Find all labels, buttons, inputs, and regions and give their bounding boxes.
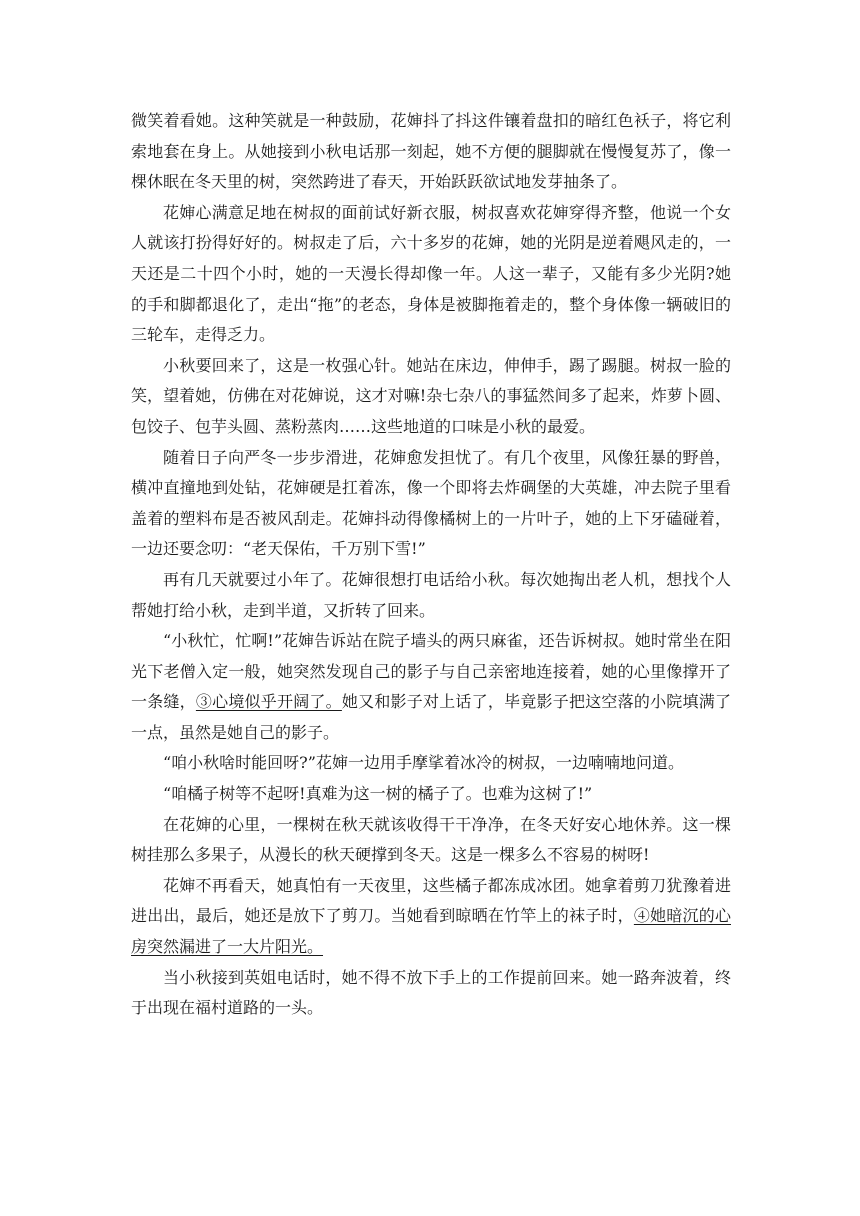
paragraph-7: “咱小秋啥时能回呀?”花婶一边用手摩挲着冰冷的树叔，一边喃喃地问道。 bbox=[163, 753, 684, 773]
underlined-sentence-4: ④她暗沉的心房突然漏进了一大片阳光。 bbox=[131, 906, 731, 957]
paragraph-1: 微笑着看她。这种笑就是一种鼓励，花婶抖了抖这件镶着盘扣的暗红色袄子，将它利索地套在身上。从她接到小秋电话那一刻起，她不方便的腿脚就在慢慢复苏了，像一棵休眠在冬天里的树，突然跨进了春天，开始跃跃欲试地发芽抽条了。 bbox=[131, 111, 731, 192]
paragraph-3: 小秋要回来了，这是一枚强心针。她站在床边，伸伸手，踢了踢腿。树叔一脸的笑，望着她，仿佛在对花婶说，这才对嘛!杂七杂八的事猛然间多了起来，炸萝卜圆、包饺子、包芋头圆、蒸粉蒸肉……这些地道的口味是小秋的最爱。 bbox=[131, 355, 731, 436]
paragraph-6 bbox=[131, 626, 731, 748]
paragraph-6-after: 她又和影子对上话了，毕竟影子把这空落的小院填满了一点，虽然是她自己的影子。 bbox=[131, 692, 731, 742]
underlined-sentence-3: ③心境似乎开阔了。 bbox=[195, 692, 342, 712]
paragraph-11: 当小秋接到英姐电话时，她不得不放下手上的工作提前回来。她一路奔波着，终于出现在福村道路的一头。 bbox=[131, 967, 731, 1018]
paragraph-8: “咱橘子树等不起呀!真难为这一树的橘子了。也难为这树了!” bbox=[163, 784, 593, 804]
article-body bbox=[131, 106, 731, 1024]
paragraph-10-before: 花婶不再看天，她真怕有一天夜里，这些橘子都冻成冰团。她拿着剪刀犹豫着进进出出，最后，她还是放下了剪刀。当她看到晾晒在竹竿上的袜子时， bbox=[131, 875, 731, 926]
paragraph-6-before: “小秋忙，忙啊!”花婶告诉站在院子墙头的两只麻雀，还告诉树叔。她时常坐在阳光下老僧入定一般，她突然发现自己的影子与自己亲密地连接着，她的心里像撑开了一条缝， bbox=[131, 631, 731, 712]
paragraph-4: 随着日子向严冬一步步滑进，花婶愈发担忧了。有几个夜里，风像狂暴的野兽，横冲直撞地到处钻，花婶硬是扛着冻，像一个即将去炸碉堡的大英雄，冲去院子里看盖着的塑料布是否被风刮走。花婶抖动得像橘树上的一片叶子，她的上下牙磕碰着，一边还要念叨：“老天保佑，千万别下雪!” bbox=[131, 447, 731, 559]
paragraph-2: 花婶心满意足地在树叔的面前试好新衣服，树叔喜欢花婶穿得齐整，他说一个女人就该打扮得好好的。树叔走了后，六十多岁的花婶，她的光阴是逆着飓风走的，一天还是二十四个小时，她的一天漫长得却像一年。人这一辈子，又能有多少光阴?她的手和脚都退化了，走出“拖”的老态，身体是被脚拖着走的，整个身体像一辆破旧的三轮车，走得乏力。 bbox=[131, 202, 731, 345]
paragraph-10 bbox=[131, 871, 731, 963]
paragraph-9: 在花婶的心里，一棵树在秋天就该收得干干净净，在冬天好安心地休养。这一棵树挂那么多果子，从漫长的秋天硬撑到冬天。这是一棵多么不容易的树呀! bbox=[131, 814, 731, 865]
paragraph-5: 再有几天就要过小年了。花婶很想打电话给小秋。每次她掏出老人机，想找个人帮她打给小秋，走到半道，又折转了回来。 bbox=[131, 569, 731, 620]
